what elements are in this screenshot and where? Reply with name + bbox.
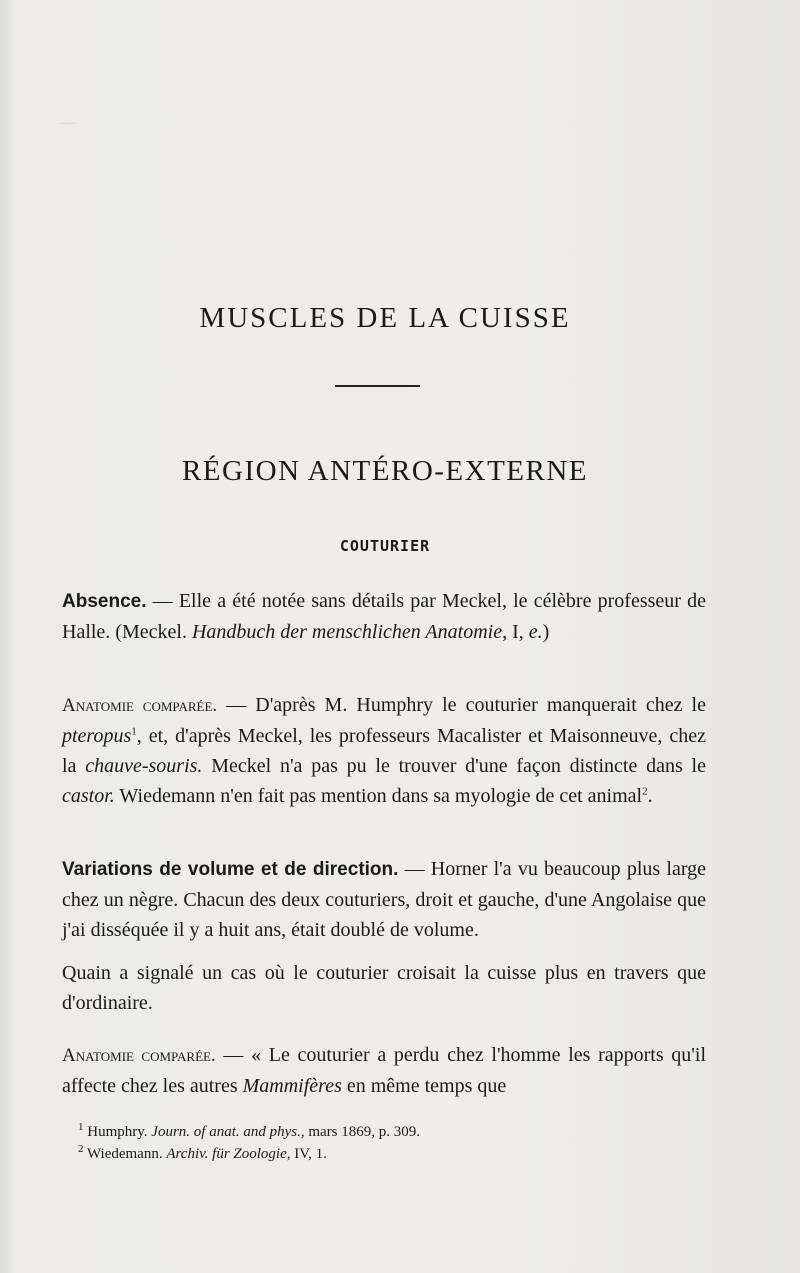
footnote-ref-1: 1 [131,725,137,738]
footnote-ref-2: 2 [642,785,648,798]
paragraph-absence: Absence. — Elle a été notée sans détails par Meckel, le célèbre professeur de Halle. (Meckel. Handbuch der menschlichen Anatomie, I, e.) [62,590,706,643]
anatomie-lead: Anatomie comparée. [62,695,218,716]
anatomie-lead-2: Anatomie comparée. [62,1045,216,1066]
region-title: RÉGION ANTÉRO-EXTERNE [181,455,589,487]
muscle-heading: COUTURIER [339,537,431,555]
paragraph-quain: Quain a signalé un cas où le couturier croisait la cuisse plus en travers que d'ordinaire. [62,962,706,1014]
variations-lead: Variations de volume et de direction. [62,859,399,880]
title-divider [335,385,420,387]
footnote-2: $^2$ Wiedemann. Archiv. für Zoologie, IV, 1. [78,1143,327,1162]
section-title: MUSCLES DE LA CUISSE [199,302,571,334]
paragraph-anatomie-comparee-1: Anatomie comparée. — D'après M. Humphry le couturier manquerait chez le pteropus$^1$, et, d'après Meckel, les professeurs Macalister et Maisonneuve, chez la chauve-souris. Meckel n'a pas pu le trouver d'une façon distincte dans le castor. Wiedemann n'en fait pas mention dans sa myologie de cet animal$^2$. [62,694,706,807]
paragraph-variations: Variations de volume et de direction. — Horner l'a vu beaucoup plus large chez un nègre. Chacun des deux couturiers, droit et gauche, d'une Angolaise que j'ai disséquée il y a huit ans, était doublé de volume. [62,858,706,941]
paragraph-anatomie-comparee-2: Anatomie comparée. — « Le couturier a perdu chez l'homme les rapports qu'il affecte chez les autres Mammifères en même temps que [62,1044,707,1097]
bleed-through-text: — [60,115,75,131]
footnote-1: $^1$ Humphry. Journ. of anat. and phys., mars 1869, p. 309. [78,1121,421,1140]
absence-lead: Absence. [62,591,147,612]
